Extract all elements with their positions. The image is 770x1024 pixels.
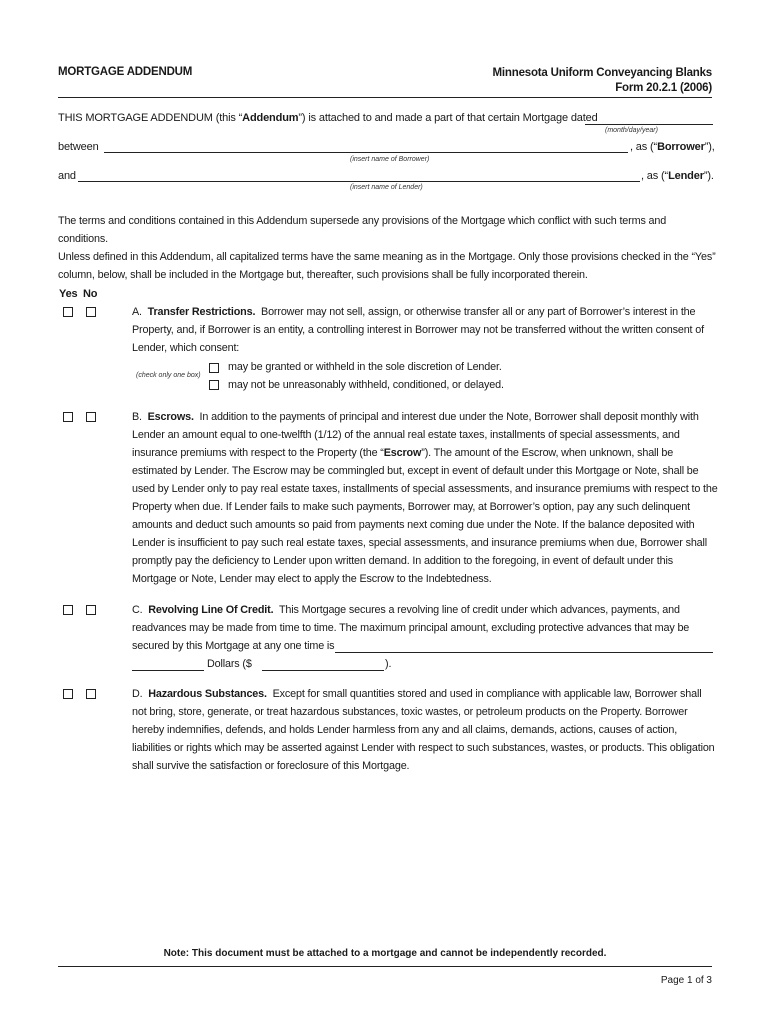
recording-note: Note: This document must be attached to a mortgage and cannot be independently recorded. <box>163 948 607 959</box>
section-b-yes-checkbox[interactable] <box>63 412 73 422</box>
consent-option2-checkbox[interactable] <box>209 380 219 390</box>
section-c-line: secured by this Mortgage at any one time is <box>132 640 335 652</box>
section-b-line: Mortgage or Note, Lender may elect to apply the Escrow to the Indebtedness. <box>132 573 492 585</box>
section-a-line: Property, and, if Borrower is an entity, a controlling interest in Borrower may not be transferred without the written consent of <box>132 324 704 336</box>
section-b-line: amounts and deduct such amounts so paid from payments next coming due under the Note. If the balance deposited with <box>132 519 695 531</box>
dollars-label: Dollars ($ <box>207 658 252 670</box>
section-b-no-checkbox[interactable] <box>86 412 96 422</box>
borrower-suffix-b: ”), <box>704 141 715 153</box>
yes-column-header: Yes <box>59 288 78 300</box>
section-b-line <box>132 444 722 462</box>
intro-sentence <box>58 112 598 124</box>
section-b-line: Lender an amount equal to one-twelfth (1/12) of the annual real estate taxes, installments of special assessments, and <box>132 429 680 441</box>
section-c-text <box>132 601 722 655</box>
section-d-yes-checkbox[interactable] <box>63 689 73 699</box>
section-b-first-line <box>132 408 722 426</box>
lender-suffix-a: , as (“ <box>641 170 669 182</box>
borrower-word: Borrower <box>657 141 705 153</box>
intro-text-a: THIS MORTGAGE ADDENDUM (this “ <box>58 112 243 124</box>
section-d-letter: D. <box>132 688 143 700</box>
page-number: Page 1 of 3 <box>660 975 712 986</box>
form-source-line: Minnesota Uniform Conveyancing Blanks <box>492 67 712 79</box>
check-only-one-hint: (check only one box) <box>136 372 201 379</box>
lender-hint: (insert name of Lender) <box>350 184 423 191</box>
between-label: between <box>58 141 99 153</box>
borrower-suffix-a: , as (“ <box>630 141 658 153</box>
lender-word: Lender <box>668 170 704 182</box>
lender-suffix <box>641 170 714 182</box>
max-principal-amount-field[interactable] <box>262 670 384 671</box>
section-b-letter: B. <box>132 411 142 423</box>
section-a-letter: A. <box>132 306 142 318</box>
section-d-line: hereby indemnifies, defends, and holds Lender harmless from any and all claims, demands, actions, causes of action, <box>132 724 678 736</box>
terms-line: Unless defined in this Addendum, all capitalized terms have the same meaning as in the Mortgage. Only those provisions checked in the “Yes” <box>58 251 716 263</box>
intro-text-b: ”) is attached to and made a part of that certain Mortgage dated <box>298 112 598 124</box>
borrower-name-field[interactable] <box>104 152 628 153</box>
section-d-heading: Hazardous Substances. <box>148 688 267 700</box>
section-d-first-line <box>132 685 722 703</box>
form-source <box>493 66 712 96</box>
section-b-line: Lender is insufficient to pay such real estate taxes, special assessments, and insurance premiums when due, Borrower shall <box>132 537 708 549</box>
section-b-line: promptly pay the deficiency to Lender upon written demand. In addition to the foregoing, in event of default under this <box>132 555 673 567</box>
date-hint: (month/day/year) <box>605 127 658 134</box>
section-b-line3-b: ”). The amount of the Escrow, when unknown, shall be <box>421 447 674 459</box>
section-a-heading: Transfer Restrictions. <box>147 306 256 318</box>
section-b-line3-a: insurance premiums with respect to the Property (the “ <box>132 447 384 459</box>
section-a-no-checkbox[interactable] <box>86 307 96 317</box>
section-a-first-line <box>132 303 722 321</box>
close-paren: ). <box>385 658 392 670</box>
footer-rule <box>58 966 712 967</box>
section-d-no-checkbox[interactable] <box>86 689 96 699</box>
terms-line: column, below, shall be included in the Mortgage but, thereafter, such provisions shall be fully incorporated therein. <box>58 269 588 281</box>
section-d-line: shall survive the satisfaction or foreclosure of this Mortgage. <box>132 760 410 772</box>
section-b-line: Property when due. If Lender fails to make such payments, Borrower may, at Borrower’s option, pay any such delinquent <box>132 501 690 513</box>
section-c-yes-checkbox[interactable] <box>63 605 73 615</box>
section-b-line: In addition to the payments of principal and interest due under the Note, Borrower shall deposit monthly with <box>199 411 699 423</box>
consent-option1-checkbox[interactable] <box>209 363 219 373</box>
section-c-letter: C. <box>132 604 143 616</box>
section-b-heading: Escrows. <box>147 411 194 423</box>
section-c-heading: Revolving Line Of Credit. <box>148 604 274 616</box>
consent-option2-label: may not be unreasonably withheld, conditioned, or delayed. <box>228 379 504 391</box>
section-b-line: estimated by Lender. The Escrow may be commingled but, except in event of default under this Mortgage or Note, shall be <box>132 465 699 477</box>
section-d-line: not bring, store, generate, or treat hazardous substances, toxic wastes, or petroleum products on the Property. Borrower <box>132 706 688 718</box>
borrower-hint: (insert name of Borrower) <box>350 156 430 163</box>
lender-suffix-b: ”). <box>703 170 714 182</box>
section-c-line: readvances may be made from time to time. The maximum principal amount, excluding protective advances that may be <box>132 622 690 634</box>
max-principal-words-field[interactable] <box>335 652 713 653</box>
no-column-header: No <box>83 288 98 300</box>
section-b-line: used by Lender only to pay real estate taxes, installments of special assessments, and insurance premiums with respect to the <box>132 483 718 495</box>
section-c-first-line <box>132 601 722 619</box>
terms-paragraph <box>58 212 718 284</box>
section-b-text <box>132 408 722 588</box>
consent-option1-label: may be granted or withheld in the sole discretion of Lender. <box>228 361 502 373</box>
section-d-line: Except for small quantities stored and used in compliance with applicable law, Borrower shall <box>272 688 702 700</box>
section-a-line: Lender, which consent: <box>132 342 240 354</box>
and-label: and <box>58 170 76 182</box>
section-d-text <box>132 685 722 775</box>
borrower-suffix <box>630 141 715 153</box>
form-title: MORTGAGE ADDENDUM <box>58 66 193 78</box>
section-a-text <box>132 303 722 357</box>
lender-name-field[interactable] <box>78 181 640 182</box>
form-number: Form 20.2.1 (2006) <box>615 82 712 94</box>
terms-line: The terms and conditions contained in this Addendum supersede any provisions of the Mortgage which conflict with such terms and conditions. <box>58 215 667 245</box>
mortgage-date-field[interactable] <box>585 124 713 125</box>
intro-addendum-word: Addendum <box>242 112 299 124</box>
escrow-word: Escrow <box>383 447 422 459</box>
max-principal-words-field-cont[interactable] <box>132 670 204 671</box>
section-a-yes-checkbox[interactable] <box>63 307 73 317</box>
header-rule <box>58 97 712 98</box>
section-c-no-checkbox[interactable] <box>86 605 96 615</box>
section-c-line: This Mortgage secures a revolving line of credit under which advances, payments, and <box>278 604 680 616</box>
section-d-line: liabilities or rights which may be asserted against Lender with respect to such substances, wastes, or products. This obligation <box>132 742 715 754</box>
section-a-line: Borrower may not sell, assign, or otherwise transfer all or any part of Borrower’s interest in the <box>261 306 696 318</box>
